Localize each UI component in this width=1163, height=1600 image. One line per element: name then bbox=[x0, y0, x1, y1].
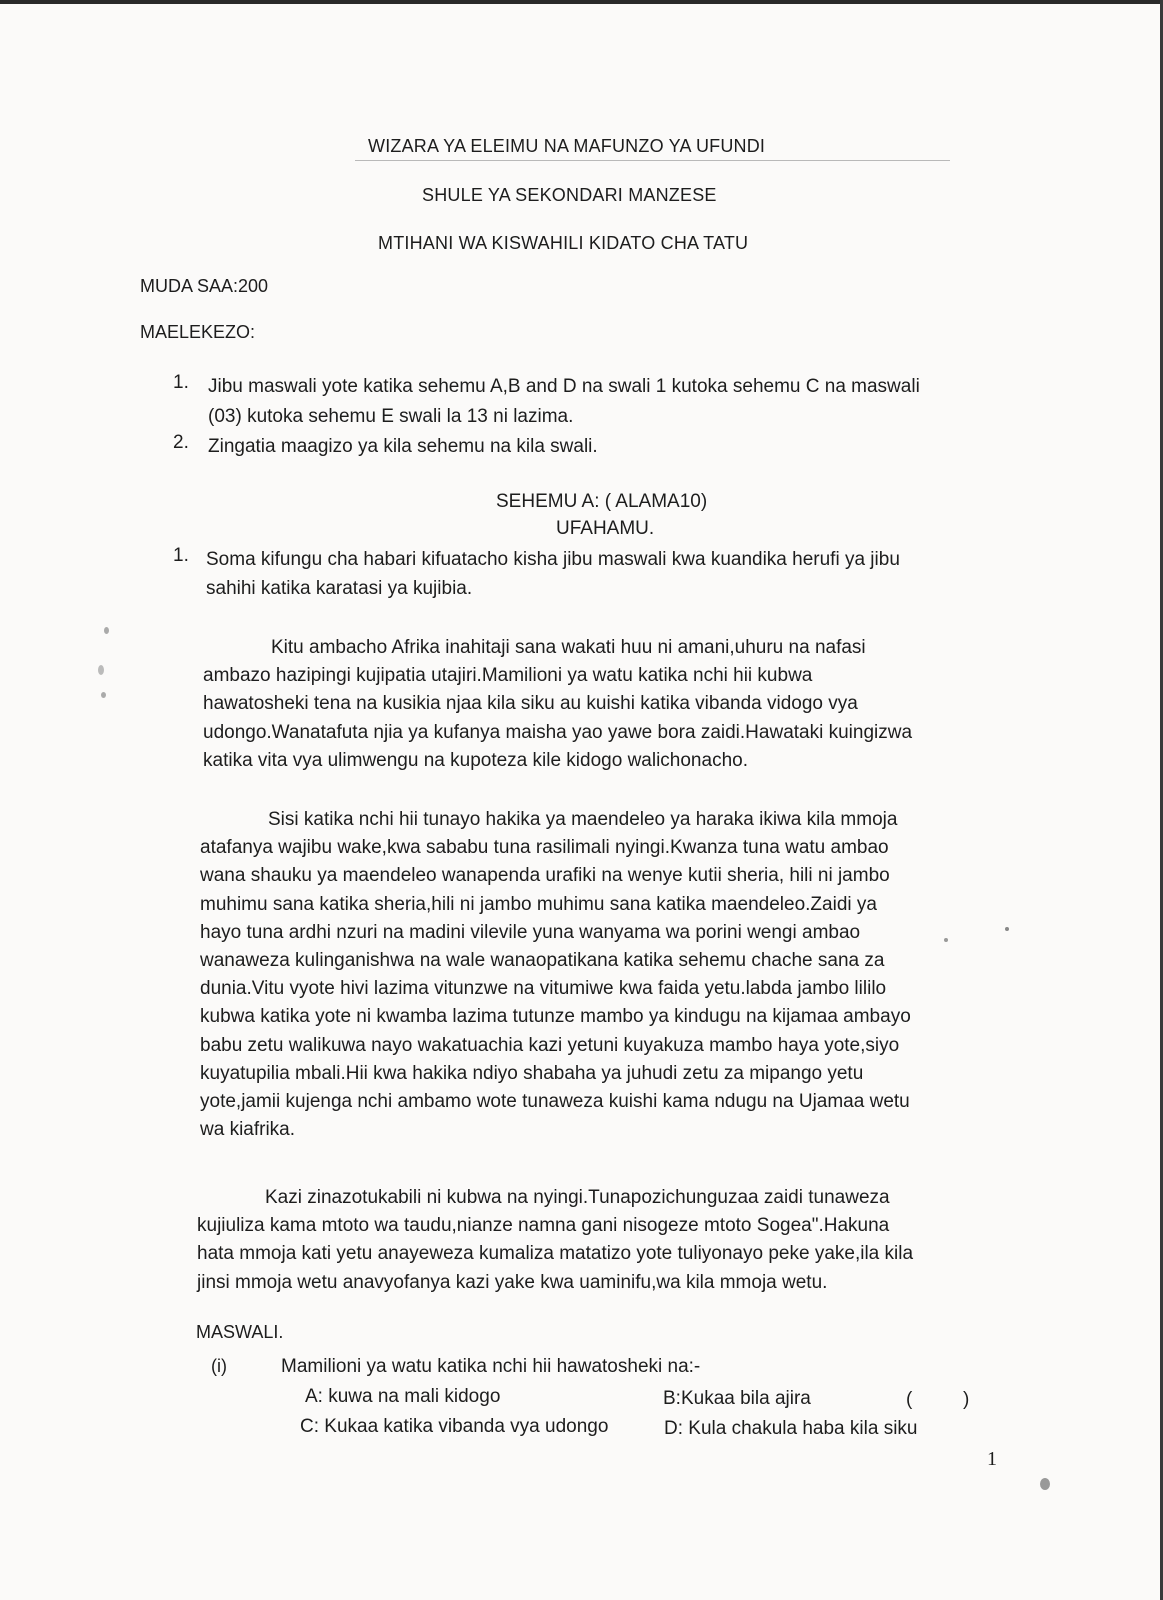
answer-bracket-close: ) bbox=[963, 1389, 970, 1410]
exam-duration: MUDA SAA:200 bbox=[140, 276, 269, 296]
header-rule bbox=[355, 160, 950, 161]
instruction-item bbox=[208, 372, 1008, 432]
passage-line: Kazi zinazotukabili ni kubwa na nyingi.Tunapozichunguzaa zaidi tunaweza bbox=[265, 1187, 890, 1208]
scan-speck bbox=[1005, 927, 1009, 931]
scan-speck bbox=[104, 627, 109, 634]
passage-line: Sisi katika nchi hii tunayo hakika ya maendeleo ya haraka ikiwa kila mmoja bbox=[268, 809, 898, 830]
page-number: 1 bbox=[987, 1448, 997, 1470]
instruction-line: (03) kutoka sehemu E swali la 13 ni lazima. bbox=[208, 406, 574, 427]
passage-line: dunia.Vitu vyote hivi lazima vitunzwe na vitumiwe kwa faida yetu.labda jambo lililo bbox=[200, 978, 887, 1000]
scan-edge-top bbox=[0, 0, 1163, 4]
scan-speck bbox=[1040, 1478, 1050, 1490]
passage-line: ambazo hazipingi kujipatia utajiri.Mamilioni ya watu katika nchi hii kubwa bbox=[203, 665, 813, 687]
scan-speck bbox=[98, 665, 104, 675]
question-text: Mamilioni ya watu katika nchi hii hawatosheki na:- bbox=[281, 1356, 701, 1377]
passage-paragraph-2 bbox=[200, 806, 1000, 1144]
passage-line: kujiuliza kama mtoto wa taudu,nianze namna gani nisogeze mtoto Sogea".Hakuna bbox=[197, 1215, 890, 1237]
questions-heading: MASWALI. bbox=[196, 1322, 284, 1342]
passage-line: wanaweza kulinganishwa na wale wanaopatikana katika sehemu chache sana za bbox=[200, 950, 885, 972]
passage-line: wa kiafrika. bbox=[200, 1119, 296, 1141]
passage-line: Kitu ambacho Afrika inahitaji sana wakati huu ni amani,uhuru na nafasi bbox=[271, 637, 866, 658]
option-c: C: Kukaa katika vibanda vya udongo bbox=[300, 1416, 609, 1437]
passage-line: babu zetu walikuwa nayo wakatuachia kazi yetuni kuyakuza mambo haya yote,siyo bbox=[200, 1034, 900, 1056]
instruction-number: 2. bbox=[173, 432, 189, 453]
passage-line: hata mmoja kati yetu anayeweza kumaliza matatizo yote tuliyonayo peke yake,ila kila bbox=[197, 1243, 914, 1265]
question-number: 1. bbox=[173, 545, 189, 566]
instruction-item bbox=[208, 432, 1008, 462]
passage-line: yote,jamii kujenga nchi ambamo wote tunaweza kuishi kama ndugu na Ujamaa wetu bbox=[200, 1091, 910, 1113]
instructions-heading: MAELEKEZO: bbox=[140, 322, 256, 342]
passage-line: muhimu sana katika sheria,hili ni jambo muhimu sana katika maendeleo.Zaidi ya bbox=[200, 893, 877, 915]
passage-line: katika vita vya ulimwengu na kupoteza kile kidogo walichonacho. bbox=[203, 749, 748, 771]
passage-line: atafanya wajibu wake,kwa sababu tuna rasilimali nyingi.Kwanza tuna watu ambao bbox=[200, 837, 889, 859]
question-instruction bbox=[206, 545, 1006, 603]
option-d: D: Kula chakula haba kila siku bbox=[664, 1418, 918, 1439]
instruction-line: Jibu maswali yote katika sehemu A,B and D na swali 1 kutoka sehemu C na maswali bbox=[208, 376, 920, 397]
answer-bracket-open: ( bbox=[906, 1389, 913, 1410]
option-a: A: kuwa na mali kidogo bbox=[305, 1386, 501, 1407]
ministry-title: WIZARA YA ELEIMU NA MAFUNZO YA UFUNDI bbox=[368, 136, 766, 156]
section-title: SEHEMU A: ( ALAMA10) bbox=[496, 491, 708, 512]
passage-paragraph-3 bbox=[197, 1184, 997, 1297]
passage-paragraph-1 bbox=[203, 634, 1003, 775]
option-b: B:Kukaa bila ajira bbox=[663, 1388, 811, 1409]
instruction-line: Zingatia maagizo ya kila sehemu na kila swali. bbox=[208, 436, 598, 457]
section-subtitle: UFAHAMU. bbox=[556, 518, 655, 539]
question-line: Soma kifungu cha habari kifuatacho kisha jibu maswali kwa kuandika herufi ya jibu bbox=[206, 549, 900, 570]
instruction-number: 1. bbox=[173, 372, 189, 393]
question-line: sahihi katika karatasi ya kujibia. bbox=[206, 578, 473, 599]
passage-line: hayo tuna ardhi nzuri na madini vilevile yuna wanyama wa porini wengi ambao bbox=[200, 921, 861, 943]
passage-line: udongo.Wanatafuta njia ya kufanya maisha yao yawe bora zaidi.Hawataki kuingizwa bbox=[203, 721, 913, 743]
scan-speck bbox=[944, 938, 948, 942]
passage-line: jinsi mmoja wetu anavyofanya kazi yake kwa uaminifu,wa kila mmoja wetu. bbox=[197, 1271, 828, 1293]
school-name: SHULE YA SEKONDARI MANZESE bbox=[422, 185, 717, 205]
passage-line: wana shauku ya maendeleo wanapenda urafiki na wenye kutii sheria, hili ni jambo bbox=[200, 865, 890, 887]
exam-title: MTIHANI WA KISWAHILI KIDATO CHA TATU bbox=[378, 233, 749, 253]
passage-line: hawatosheki tena na kusikia njaa kila siku au kuishi katika vibanda vidogo vya bbox=[203, 693, 858, 715]
question-label: (i) bbox=[211, 1356, 227, 1376]
passage-line: kubwa katika yote ni kwamba lazima tutunze mambo ya kindugu na kijamaa ambayo bbox=[200, 1006, 911, 1028]
passage-line: kuyatupilia mbali.Hii kwa hakika ndiyo shabaha ya juhudi zetu za mipango yetu bbox=[200, 1062, 864, 1084]
scan-speck bbox=[101, 692, 106, 698]
